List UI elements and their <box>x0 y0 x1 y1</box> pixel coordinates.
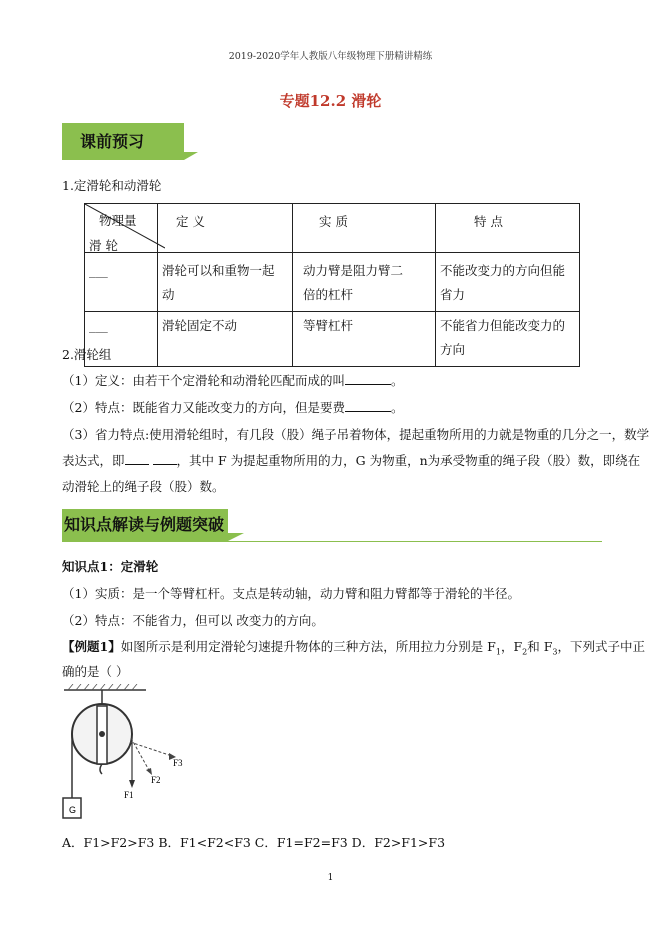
paragraph-force-line3: 动滑轮上的绳子段（股）数。 <box>62 479 225 494</box>
knowledge-point-feature: （2）特点：不能省力，但可以 改变力的方向。 <box>62 613 324 628</box>
row-essence: 动力臂是阻力臂二 倍的杠杆 <box>293 253 436 312</box>
header-essence: 实 质 <box>293 204 436 253</box>
section-banner-preview: 课前预习 <box>62 123 184 160</box>
divider <box>62 541 602 542</box>
row-name-blank: ___ <box>85 253 158 312</box>
paragraph-force-line2: 表达式，即 ，其中 F 为提起重物所用的力，G 为物重，n为承受物重的绳子段（股）数，即绕在 <box>62 453 641 468</box>
corner-bottom-label: 滑 轮 <box>89 238 118 253</box>
header-feature: 特 点 <box>436 204 580 253</box>
example-question-cont: 确的是（ ） <box>62 664 129 679</box>
table-corner-cell <box>85 204 158 253</box>
table-row <box>85 253 580 312</box>
row-feature: 不能改变力的方向但能省力 <box>436 253 580 312</box>
knowledge-point-title: 知识点1：定滑轮 <box>62 559 159 574</box>
label-f3: F3 <box>173 758 183 768</box>
table-row <box>85 312 580 367</box>
example-question: 【例题1】如图所示是利用定滑轮匀速提升物体的三种方法，所用拉力分别是 $F_1$，$F_2$和 $F_3$，下列式子中正 <box>62 639 645 657</box>
page-number: 1 <box>327 873 334 883</box>
label-g: G <box>69 805 77 815</box>
answer-options: A．F1>F2>F3 B．F1<F2<F3 C．F1=F2=F3 D．F2>F1>F3 <box>62 835 446 850</box>
paragraph-feature: （2）特点：既能省力又能改变力的方向，但是要费 。 <box>62 400 404 415</box>
pulley-figure <box>60 684 200 824</box>
page-header: 2019-2020学年人教版八年级物理下册精讲精练 <box>228 51 433 62</box>
row-definition: 滑轮可以和重物一起 动 <box>158 253 293 312</box>
knowledge-point-essence: （1）实质：是一个等臂杠杆。支点是转动轴，动力臂和阻力臂都等于滑轮的半径。 <box>62 586 520 601</box>
item-heading-2: 2.滑轮组 <box>62 347 112 362</box>
page-title: 专题12.2 滑轮 <box>279 92 382 110</box>
row-feature: 不能省力但能改变力的方向 <box>436 312 580 367</box>
row-name-blank: ___ <box>85 312 158 367</box>
section-banner-knowledge: 知识点解读与例题突破 <box>62 509 228 541</box>
label-f1: F1 <box>124 790 134 800</box>
row-definition: 滑轮固定不动 <box>158 312 293 367</box>
pulley-table <box>84 203 580 367</box>
banner-tail <box>228 533 244 541</box>
header-definition: 定 义 <box>158 204 293 253</box>
banner-tail <box>184 152 198 160</box>
paragraph-definition: （1）定义：由若干个定滑轮和动滑轮匹配而成的叫 。 <box>62 373 404 388</box>
paragraph-force-line1: （3）省力特点:使用滑轮组时，有几段（股）绳子吊着物体，提起重物所用的力就是物重的几分之一，数学 <box>62 427 650 442</box>
label-f2: F2 <box>151 775 161 785</box>
row-essence: 等臂杠杆 <box>293 312 436 367</box>
item-heading-1: 1.定滑轮和动滑轮 <box>62 178 162 193</box>
corner-top-label: 物理量 <box>99 213 137 228</box>
